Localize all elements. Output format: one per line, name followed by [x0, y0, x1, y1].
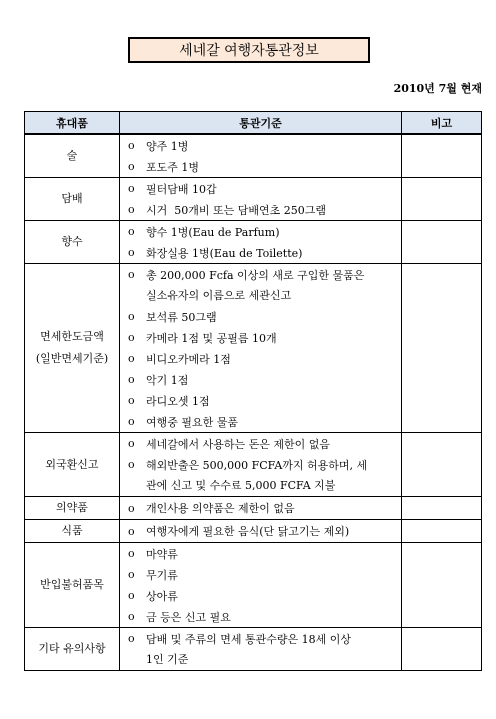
list-item: [128, 564, 401, 585]
list-item: [128, 411, 401, 432]
bullet-marker: o: [128, 268, 135, 281]
bullet-marker: o: [128, 501, 135, 515]
row-remarks: [402, 134, 482, 178]
list-item: [128, 543, 401, 564]
list-item: [128, 454, 401, 475]
bullet-marker: o: [128, 373, 135, 386]
list-item: [128, 498, 401, 519]
item-text: 악기 1점: [146, 373, 189, 387]
bullet-marker: o: [128, 394, 135, 407]
bullet-marker: o: [128, 352, 135, 365]
item-text: 상아류: [146, 589, 178, 603]
bullet-marker: o: [128, 139, 135, 152]
list-item: [128, 264, 401, 285]
row-category: 술: [25, 134, 120, 178]
item-text: 담배 및 주류의 면세 통관수량은 18세 이상: [146, 632, 351, 646]
list-item: [128, 156, 401, 177]
row-items: [120, 628, 402, 671]
row-category: 면세한도금액 (일반면세기준): [25, 264, 120, 433]
as-of-date: 2010년 7월 현재: [393, 82, 482, 95]
bullet-marker: o: [128, 331, 135, 344]
header-items: 휴대품: [25, 112, 120, 135]
table-row: [25, 628, 482, 671]
item-text: 비디오카메라 1점: [146, 352, 231, 366]
bullet-marker: o: [128, 568, 135, 581]
bullet-marker: o: [128, 589, 135, 602]
table-row: [25, 178, 482, 221]
item-text: 무기류: [146, 568, 178, 582]
list-item: [128, 221, 401, 242]
row-remarks: [402, 433, 482, 497]
row-items: [120, 134, 402, 178]
list-item: [128, 135, 401, 156]
item-text: 총 200,000 Fcfa 이상의 새로 구입한 물품은: [146, 268, 365, 282]
list-item: [128, 390, 401, 411]
list-item: [128, 606, 401, 627]
item-text: 세네갈에서 사용하는 돈은 제한이 없음: [146, 437, 331, 451]
row-items: [120, 433, 402, 497]
item-text: 시거 50개비 또는 담배연초 250그램: [146, 203, 326, 217]
page-title: 세네갈 여행자통관정보: [128, 37, 370, 63]
row-remarks: [402, 628, 482, 671]
header-criteria: 통관기준: [120, 112, 402, 135]
customs-table: [24, 111, 482, 671]
table-row: [25, 134, 482, 178]
bullet-marker: o: [128, 458, 135, 471]
list-item: [128, 178, 401, 199]
bullet-marker: o: [128, 225, 135, 238]
item-text: 포도주 1병: [146, 160, 199, 174]
row-items: [120, 520, 402, 543]
list-item: [128, 327, 401, 348]
list-item: [128, 199, 401, 220]
row-category: 외국환신고: [25, 433, 120, 497]
row-category: 담배: [25, 178, 120, 221]
table-row: [25, 264, 482, 433]
row-category: 기타 유의사항: [25, 628, 120, 671]
item-text: 마약류: [146, 547, 178, 561]
list-item: [128, 585, 401, 606]
table-row: [25, 520, 482, 543]
list-item: [128, 521, 401, 542]
item-text: 여행중 필요한 물품: [146, 415, 239, 429]
bullet-marker: o: [128, 203, 135, 216]
bullet-marker: o: [128, 610, 135, 623]
row-remarks: [402, 221, 482, 264]
row-remarks: [402, 264, 482, 433]
list-item-continuation: 실소유자의 이름으로 세관신고: [146, 289, 292, 302]
row-items: [120, 497, 402, 520]
table-row: [25, 433, 482, 497]
row-items: [120, 264, 402, 433]
list-item-continuation: 관에 신고 및 수수료 5,000 FCFA 지불: [146, 479, 336, 492]
item-text: 필터담배 10갑: [146, 182, 217, 196]
bullet-marker: o: [128, 524, 135, 538]
list-item: [128, 433, 401, 454]
row-items: [120, 178, 402, 221]
item-text: 해외반출은 500,000 FCFA까지 허용하며, 세: [146, 458, 368, 472]
item-text: 화장실용 1병(Eau de Toilette): [146, 246, 303, 260]
list-item: [128, 242, 401, 263]
item-text: 여행자에게 필요한 음식(단 닭고기는 제외): [146, 525, 350, 538]
row-category: 반입불허품목: [25, 543, 120, 628]
list-item: [128, 628, 401, 649]
list-item-continuation: 1인 기준: [146, 653, 189, 666]
bullet-marker: o: [128, 310, 135, 323]
bullet-marker: o: [128, 437, 135, 450]
row-category: 의약품: [25, 497, 120, 520]
bullet-marker: o: [128, 415, 135, 428]
item-text: 향수 1병(Eau de Parfum): [146, 225, 280, 239]
row-category: 식품: [25, 520, 120, 543]
row-remarks: [402, 543, 482, 628]
bullet-marker: o: [128, 246, 135, 259]
list-item: [128, 369, 401, 390]
item-text: 카메라 1점 및 공필름 10개: [146, 331, 277, 345]
bullet-marker: o: [128, 182, 135, 195]
list-item: [128, 306, 401, 327]
row-remarks: [402, 178, 482, 221]
row-items: [120, 221, 402, 264]
bullet-marker: o: [128, 160, 135, 173]
table-row: [25, 543, 482, 628]
bullet-marker: o: [128, 547, 135, 560]
row-items: [120, 543, 402, 628]
item-text: 라디오셋 1점: [146, 394, 210, 408]
item-text: 양주 1병: [146, 139, 189, 153]
table-header-row: [25, 112, 482, 135]
bullet-marker: o: [128, 632, 135, 645]
header-remarks: 비고: [402, 112, 482, 135]
row-remarks: [402, 520, 482, 543]
table-row: [25, 497, 482, 520]
table-row: [25, 221, 482, 264]
list-item: [128, 348, 401, 369]
row-remarks: [402, 497, 482, 520]
item-text: 개인사용 의약품은 제한이 없음: [146, 502, 295, 515]
item-text: 금 등은 신고 필요: [146, 610, 231, 624]
row-category: 향수: [25, 221, 120, 264]
item-text: 보석류 50그램: [146, 310, 217, 324]
